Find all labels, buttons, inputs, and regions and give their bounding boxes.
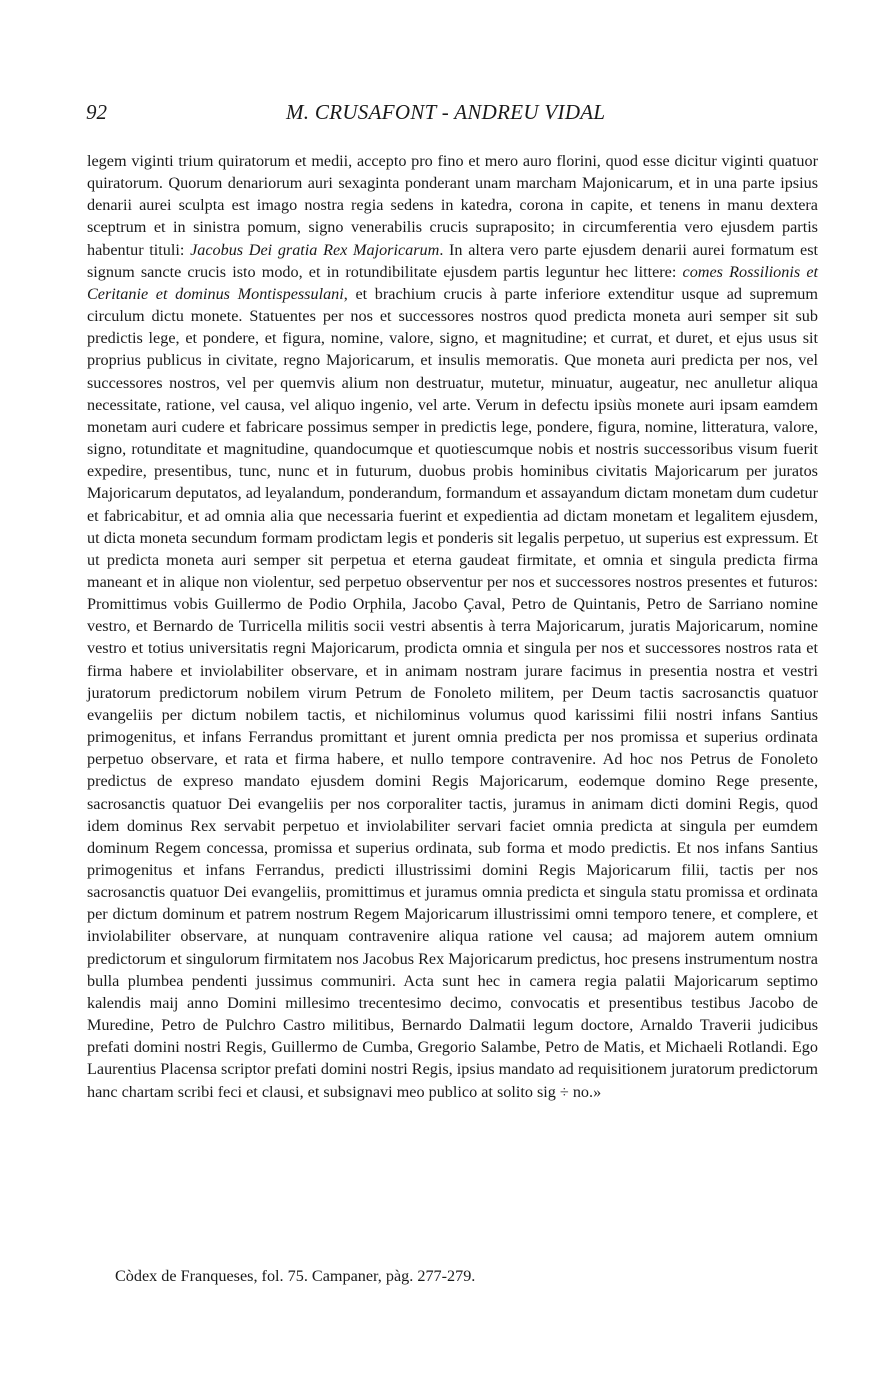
body-paragraph [87, 150, 818, 1103]
legend-title-reverse: comes Rossilionis et Ceritanie et dominus Montispessulani [87, 262, 818, 303]
body-text-part-3: , et brachium crucis à parte inferiore extenditur usque ad supremum circulum dictu monete. Statuentes per nos et successores nostros quod predicta moneta auri semper sit sub predictis lege, et pondere, et figura, nomine, valore, signo, et magnitudine; et currat, et duret, et ejus usus sit proprius publicus in civitate, regno Majoricarum, et insulis memoratis. Que moneta auri predicta per nos, vel successores nostros, vel per quemvis alium non destruatur, mutetur, minuatur, augeatur, nec anulletur aliqua necessitate, ratione, vel causa, vel aliquo ingenio, vel arte. Verum in defectu ipsiùs monete auri ipsam eamdem monetam auri cudere et fabricare possimus semper in predictis lege, pondere, figura, nomine, litteratura, valore, signo, rotunditate et magnitudine, quandocumque et quotiescumque nobis et nostris successoribus visum fuerit expedire, presentibus, tunc, nunc et in futurum, duobus probis hominibus civitatis Majoricarum per juratos Majoricarum deputatos, ad leyalandum, ponderandum, formandum et assayandum dictam monetam dum cudetur et fabricabitur, et ad omnia alia que necessaria fuerint et expedientia ad dictam monetam et legalitem ejusdem, ut dicta moneta secundum formam prodictam legis et ponderis sit legalis perpetuo, ut superius est expressum. Et ut predicta moneta auri semper sit perpetua et eterna gaudeat firmitate, et omnia et singula predicta firma maneant et in alique non violentur, sed perpetuo observentur per nos et successores nostros presentes et futuros: Promittimus vobis Guillermo de Podio Orphila, Jacobo Çaval, Petro de Quintanis, Petro de Sarriano nomine vestro, et Bernardo de Turricella militis socii vestri absentis à terra Majoricarum, juratis Majoricarum, nomine vestro et totius universitatis regni Majoricarum, prodicta omnia et singula per nos et successores nostros rata et firma habere et inviolabiliter observare, et in animam nostram jurare facimus in presentia nostra et vestri juratorum predictorum nobilem virum Petrum de Fonoleto militem, per Deum tactis sacrosanctis quatuor evangeliis per dictum nobilem tactis, et nichilominus volumus quod karissimi filii nostri infans Santius primogenitus, et infans Ferrandus promittant et jurent omnia predicta per nos promissa et superius ordinata perpetuo observare, et rata et firma habere, et nullo tempore contravenire. Ad hoc nos Petrus de Fonoleto predictus de expreso mandato ejusdem domini Regis Majoricarum, eodemque domino Rege presente, sacrosanctis quatuor Dei evangeliis per nos corporaliter tactis, juramus in animam dicti domini Regis, quod idem dominus Rex servabit perpetuo et inviolabiliter servari faciet omnia predicta at singula per eumdem dominum Regem concessa, promissa et superius ordinata, sub forma et modo predictis. Et nos infans Santius primogenitus et infans Ferrandus, predicti illustrissimi domini Regis Majoricarum filii, tactis per nos sacrosanctis quatuor Dei evangeliis, promittimus et juramus omnia predicta et singula statu promissa et ordinata per dictum dominum et patrem nostrum Regem Majoricarum illustrissimi omni temporo tenere, et complere, et inviolabiliter observare, at nunquam contravenire aliqua ratione vel causa; ad majorem autem omnium predictorum et singulorum firmitatem nos Jacobus Rex Majoricarum predictus, hoc presens instrumentum nostra bulla plumbea pendenti jussimus communiri. Acta sunt hec in camera regia palatii Majoricarum septimo kalendis maij anno Domini millesimo trecentesimo decimo, convocatis et presentibus testibus Jacobo de Muredine, Petro de Pulchro Castro militibus, Bernardo Dalmatii legum doctore, Arnaldo Traverii judicibus prefati domini nostri Regis, Guillermo de Cumba, Gregorio Salambe, Petro de Matis, et Michaeli Rotlandi. Ego Laurentius Placensa scriptor prefati domini nostri Regis, ipsius mandato ad requisitionem juratorum predictorum hanc chartam scribi feci et clausi, et subsignavi meo publico at solito sig ÷ no.» [87, 284, 818, 1101]
running-head: M. CRUSAFONT - ANDREU VIDAL [286, 100, 606, 124]
page-header [86, 100, 816, 130]
page-number: 92 [86, 100, 107, 124]
body-text-part-1: legem viginti trium quiratorum et medii, accepto pro fino et mero auro florini, quod esse dicitur viginti quatuor quiratorum. Quorum denariorum auri sexaginta ponderant unam marcham Majonicarum, et in una parte ipsius denarii aurei sculpta est imago nostra regia sedens in katedra, corona in capite, et tenens in manu dextera sceptrum et in sinistra pomum, signo venerabilis crucis supraposito; in circumferentia vero ejusdem partis habentur tituli: [87, 152, 818, 259]
body-text-part-2: . In altera vero parte ejusdem denarii aurei formatum est signum sancte crucis isto modo, et in rotundibilitate ejusdem partis leguntur hec littere: [87, 240, 819, 281]
source-citation: Còdex de Franqueses, fol. 75. Campaner, pàg. 277-279. [115, 1267, 476, 1285]
legend-title-obverse: Jacobus Dei gratia Rex Majoricarum [190, 240, 440, 259]
